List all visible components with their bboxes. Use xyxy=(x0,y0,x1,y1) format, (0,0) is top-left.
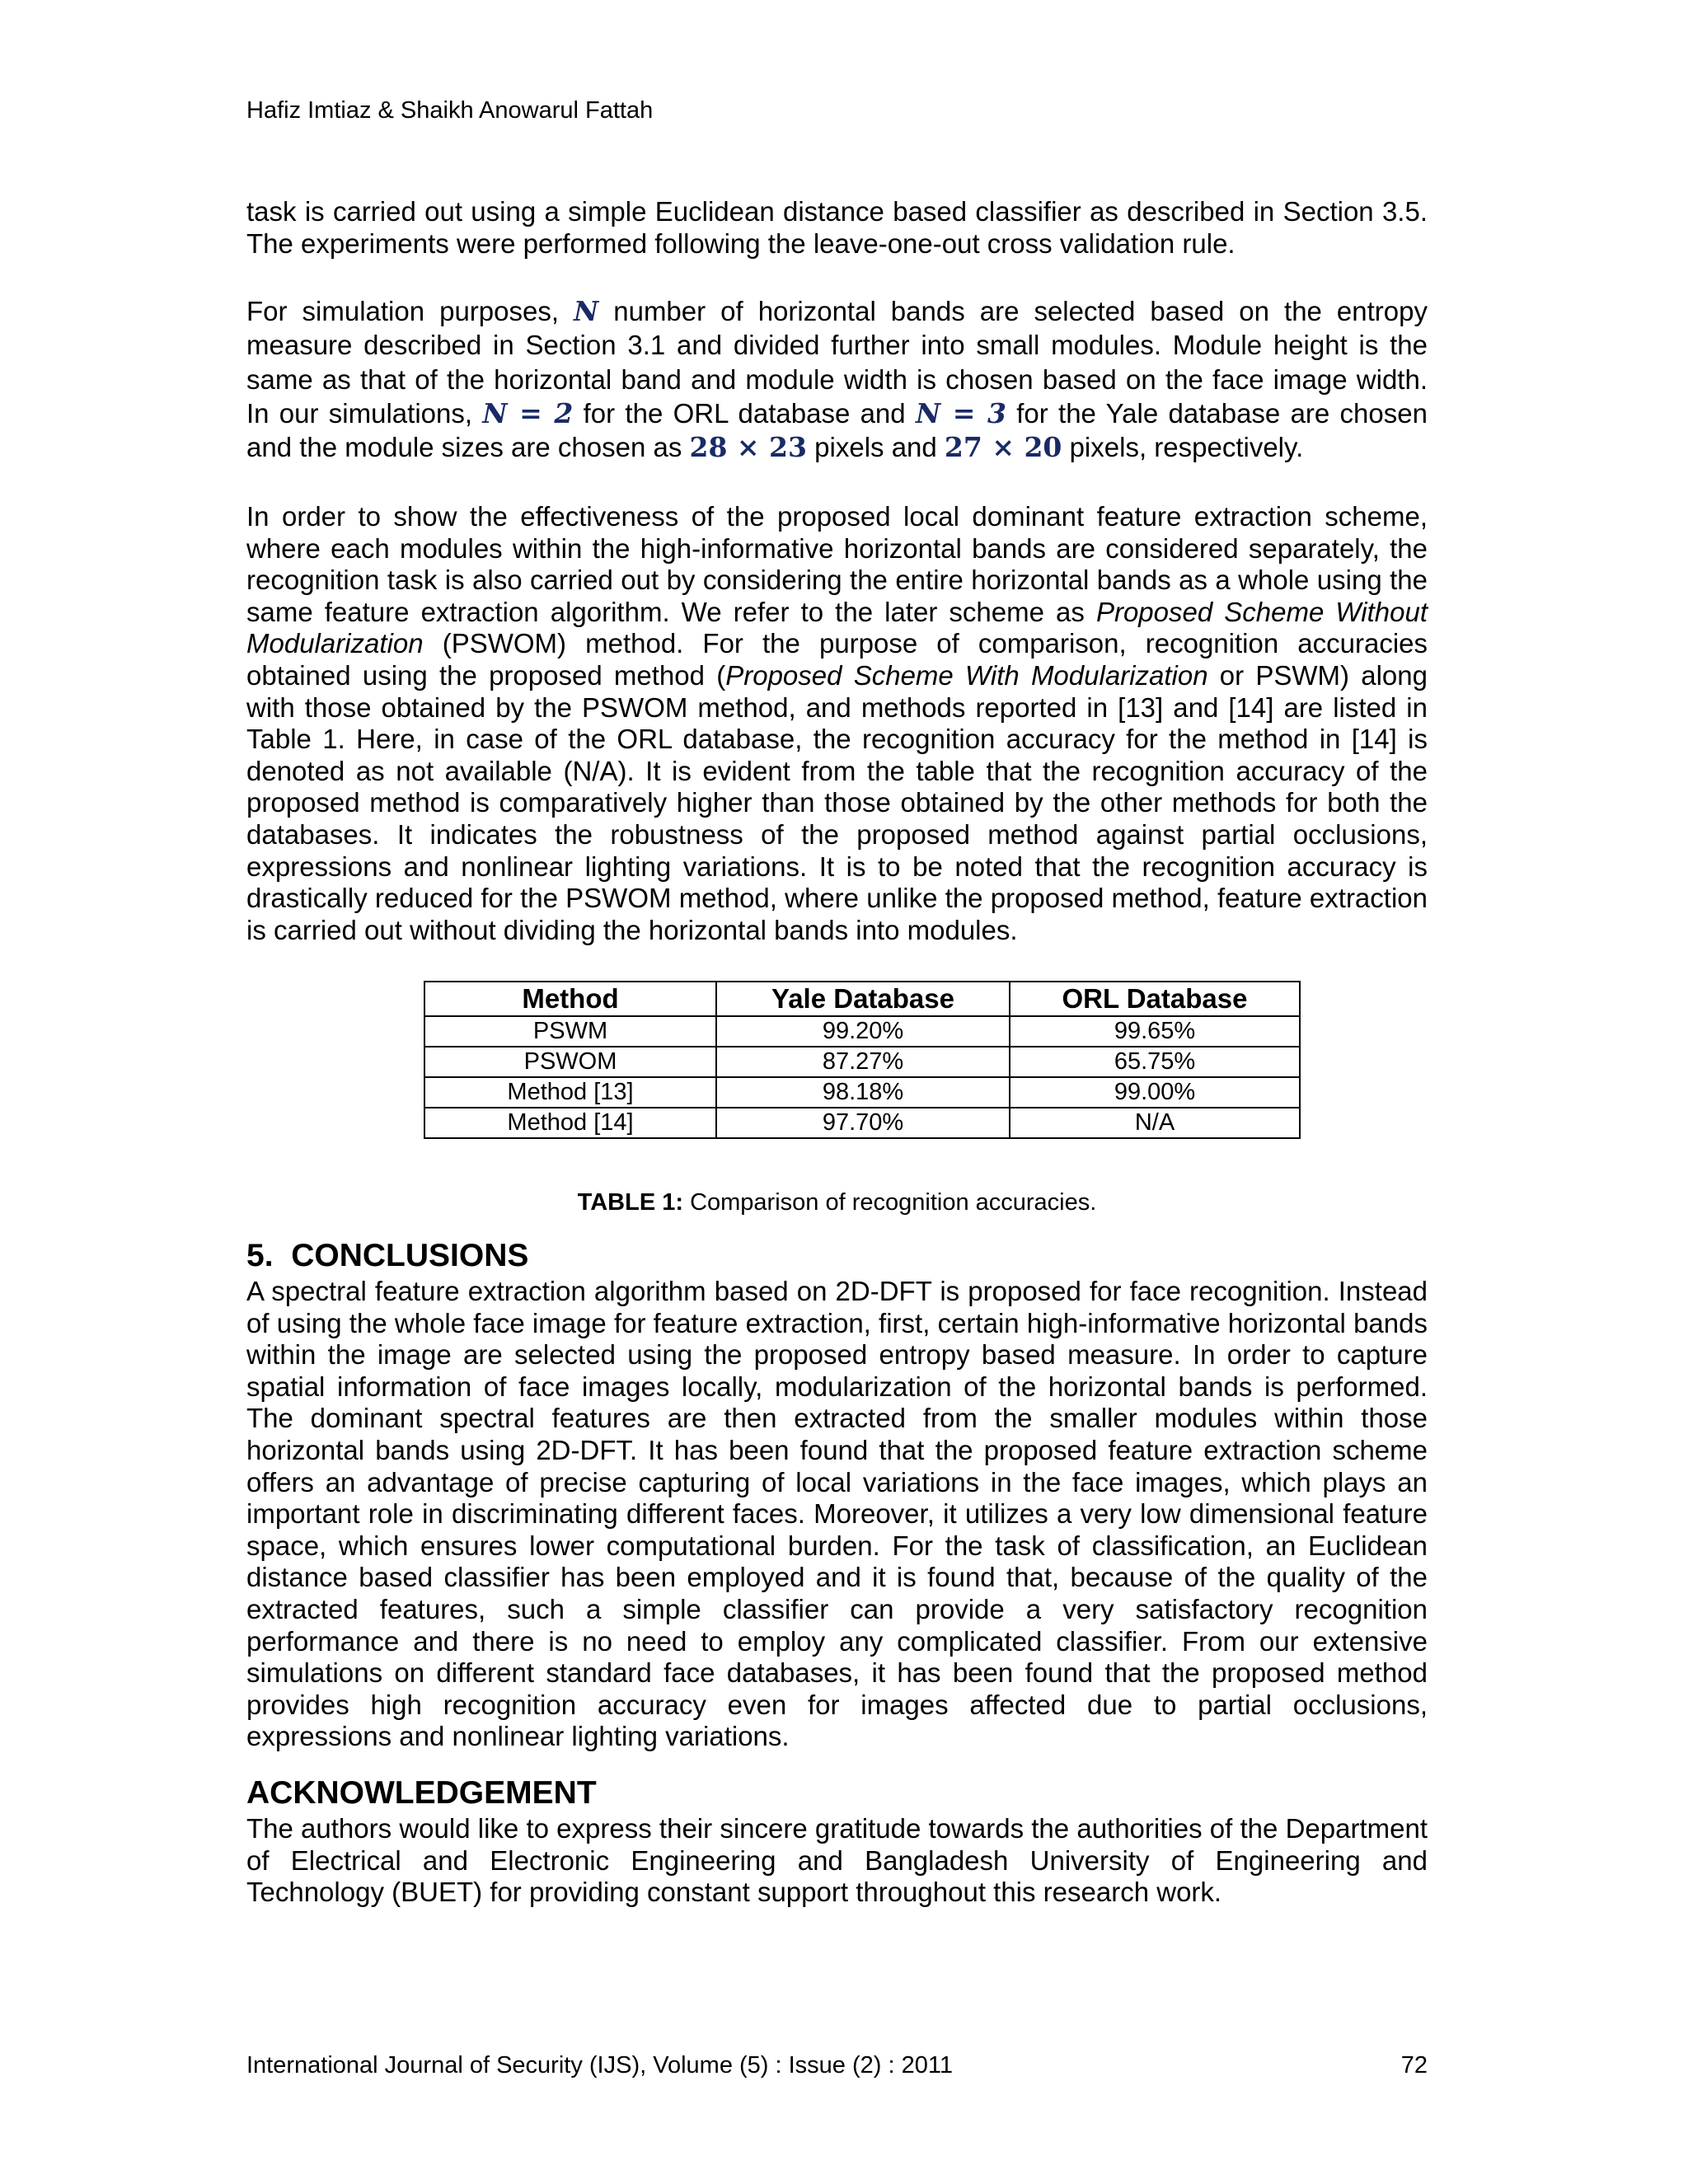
table-header-row xyxy=(424,982,1300,1016)
running-head: Hafiz Imtiaz & Shaikh Anowarul Fattah xyxy=(246,97,654,124)
p3-text-a: In order to show the effectiveness of the proposed local dominant feature extraction scheme, where each modules within the high-informative horizontal bands are considered separately, the recognition task is also carried out by considering the entire horizontal bands as a whole using the same feature extraction algorithm. We refer to the later scheme as xyxy=(246,501,1428,627)
table-header-cell: Yale Database xyxy=(716,982,1010,1016)
footer-journal: International Journal of Security (IJS), Volume (5) : Issue (2) : 2011 xyxy=(246,2052,953,2079)
table-header-cell: ORL Database xyxy=(1010,982,1300,1016)
acknowledgement-heading: ACKNOWLEDGEMENT xyxy=(246,1775,597,1811)
table-row xyxy=(424,1016,1300,1047)
table-cell: 65.75% xyxy=(1010,1047,1300,1077)
page xyxy=(246,0,1428,2184)
table-caption xyxy=(246,1189,1428,1216)
table-cell: 99.00% xyxy=(1010,1077,1300,1108)
page-number: 72 xyxy=(1400,2052,1428,2079)
paragraph-3 xyxy=(246,501,1428,946)
table-cell: 87.27% xyxy=(716,1047,1010,1077)
table-header-cell: Method xyxy=(424,982,716,1016)
paragraph-1: task is carried out using a simple Euclidean distance based classifier as described in Section 3.5. The experiments were performed following the leave-one-out cross validation rule. xyxy=(246,196,1428,259)
acknowledgement-text: The authors would like to express their sincere gratitude towards the authorities of the Department of Electrical and Electronic Engineering and Bangladesh University of Engineering and Technology (BUET) for providing constant support throughout this research work. xyxy=(246,1813,1428,1908)
p2-text-a: For simulation purposes, xyxy=(246,296,574,326)
table-row xyxy=(424,1047,1300,1077)
conclusions-text: A spectral feature extraction algorithm based on 2D-DFT is proposed for face recognition. Instead of using the whole face image for feature extraction, first, certain high-informative horizontal bands within the image are selected using the proposed entropy based measure. In order to capture spatial information of face images locally, modularization of the horizontal bands is performed. The dominant spectral features are then extracted from the smaller modules within those horizontal bands using 2D-DFT. It has been found that the proposed feature extraction scheme offers an advantage of precise capturing of local variations in the face images, which plays an important role in discriminating different faces. Moreover, it utilizes a very low dimensional feature space, which ensures lower computational burden. For the task of classification, an Euclidean distance based classifier has been employed and it is found that, because of the quality of the extracted features, such a simple classifier can provide a very satisfactory recognition performance and there is no need to employ any complicated classifier. From our extensive simulations on different standard face databases, it has been found that the proposed method provides high recognition accuracy even for images affected due to partial occlusions, expressions and nonlinear lighting variations. xyxy=(246,1276,1428,1752)
table-cell: N/A xyxy=(1010,1108,1300,1138)
math-size-27x20: 27 × 20 xyxy=(944,431,1062,464)
p2-text-f: pixels, respectively. xyxy=(1062,432,1304,463)
table-cell: Method [13] xyxy=(424,1077,716,1108)
p2-text-c: for the ORL database and xyxy=(573,397,916,429)
math-eq-n2: N = 2 xyxy=(482,396,574,429)
table-caption-text: Comparison of recognition accuracies. xyxy=(683,1189,1097,1216)
p2-text-b: number of horizontal bands are selected based on the entropy measure described in Section 3.1 and divided further into small modules. Module height is the same as that of the horizontal band and module width is chosen based on the face image width. In our simulations, xyxy=(246,296,1428,429)
math-eq-n3: N = 3 xyxy=(915,396,1006,429)
paragraph-2 xyxy=(246,294,1428,464)
table-cell: 99.65% xyxy=(1010,1016,1300,1047)
table-cell: Method [14] xyxy=(424,1108,716,1138)
table-cell: 97.70% xyxy=(716,1108,1010,1138)
table-row xyxy=(424,1077,1300,1108)
page-footer xyxy=(246,2052,1428,2079)
p3-italic-pswm: Proposed Scheme With Modularization xyxy=(725,659,1208,691)
p2-text-d: for the Yale database are chosen and the module sizes are chosen as xyxy=(246,397,1428,463)
accuracy-table xyxy=(424,981,1301,1139)
table-cell: PSWOM xyxy=(424,1047,716,1077)
table-cell: 99.20% xyxy=(716,1016,1010,1047)
table-cell: PSWM xyxy=(424,1016,716,1047)
table-row xyxy=(424,1108,1300,1138)
table-cell: 98.18% xyxy=(716,1077,1010,1108)
p3-text-b: (PSWOM) method. For the purpose of comparison, recognition accuracies obtained using the proposed method ( xyxy=(246,628,1428,691)
math-size-28x23: 28 × 23 xyxy=(689,431,807,464)
p2-text-e: pixels and xyxy=(806,432,945,463)
table-caption-label: TABLE 1: xyxy=(577,1189,684,1216)
p3-text-c: or PSWM) along with those obtained by the PSWOM method, and methods reported in [13] and [14] are listed in Table 1. Here, in case of the ORL database, the recognition accuracy for the method in [14] is denoted as not available (N/A). It is evident from the table that the recognition accuracy of the proposed method is comparatively higher than those obtained by the other methods for both the databases. It indicates the robustness of the proposed method against partial occlusions, expressions and nonlinear lighting variations. It is to be noted that the recognition accuracy is drastically reduced for the PSWOM method, where unlike the proposed method, feature extraction is carried out without dividing the horizontal bands into modules. xyxy=(246,659,1428,945)
conclusions-heading: 5. CONCLUSIONS xyxy=(246,1238,529,1273)
p3-italic-pswom: Proposed Scheme Without Modularization xyxy=(246,596,1428,659)
math-N: N xyxy=(574,295,599,327)
